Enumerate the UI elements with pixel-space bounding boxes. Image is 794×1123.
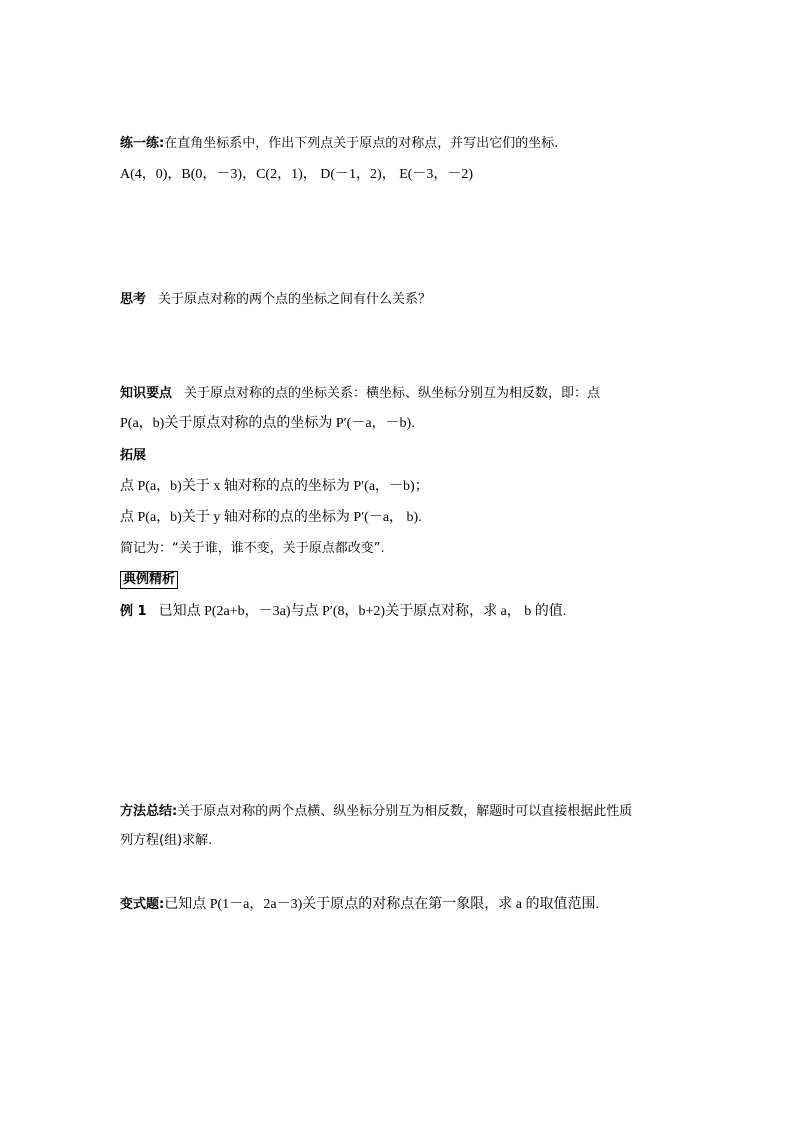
variant-label: 变式题: bbox=[120, 897, 165, 912]
think-label: 思考 bbox=[120, 292, 147, 307]
example-1-line bbox=[120, 603, 566, 621]
example-section-header bbox=[120, 571, 178, 589]
knowledge-label: 知识要点 bbox=[120, 386, 173, 401]
knowledge-text-1: 关于原点对称的点的坐标关系：横坐标、纵坐标分别互为相反数，即：点 bbox=[184, 386, 601, 401]
extension-line-2: 点 P(a，b)关于 y 轴对称的点的坐标为 P′(－a， b). bbox=[120, 510, 422, 525]
example-1-text: 已知点 P(2a+b，－3a)与点 P′(8，b+2)关于原点对称，求 a， b 的值. bbox=[158, 604, 567, 619]
think-text: 关于原点对称的两个点的坐标之间有什么关系？ bbox=[158, 292, 432, 307]
method-text-1: 关于原点对称的两个点横、纵坐标分别互为相反数，解题时可以直接根据此性质 bbox=[177, 804, 633, 819]
practice-line bbox=[120, 135, 558, 153]
method-text-2: 列方程(组)求解. bbox=[120, 833, 213, 848]
practice-text: 在直角坐标系中，作出下列点关于原点的对称点，并写出它们的坐标. bbox=[164, 136, 559, 151]
think-line bbox=[120, 291, 431, 309]
method-line-1 bbox=[120, 803, 632, 821]
method-label: 方法总结: bbox=[120, 804, 178, 819]
practice-points: A(4，0)，B(0，－3)，C(2，1)， D(－1，2)， E(－3，－2) bbox=[120, 167, 474, 182]
practice-label: 练一练: bbox=[120, 136, 165, 151]
extension-line-1: 点 P(a，b)关于 x 轴对称的点的坐标为 P′(a，－b)； bbox=[120, 479, 429, 494]
example-1-label: 例 1 bbox=[120, 604, 147, 619]
example-section-label: 典例精析 bbox=[120, 571, 178, 589]
extension-line-3: 简记为：“关于谁，谁不变，关于原点都改变”. bbox=[120, 541, 385, 556]
variant-text: 已知点 P(1－a，2a－3)关于原点的对称点在第一象限，求 a 的取值范围. bbox=[164, 897, 599, 912]
variant-line bbox=[120, 896, 599, 914]
extension-label: 拓展 bbox=[120, 448, 147, 463]
knowledge-text-2: P(a，b)关于原点对称的点的坐标为 P′(－a，－b). bbox=[120, 416, 415, 431]
knowledge-line bbox=[120, 385, 600, 403]
